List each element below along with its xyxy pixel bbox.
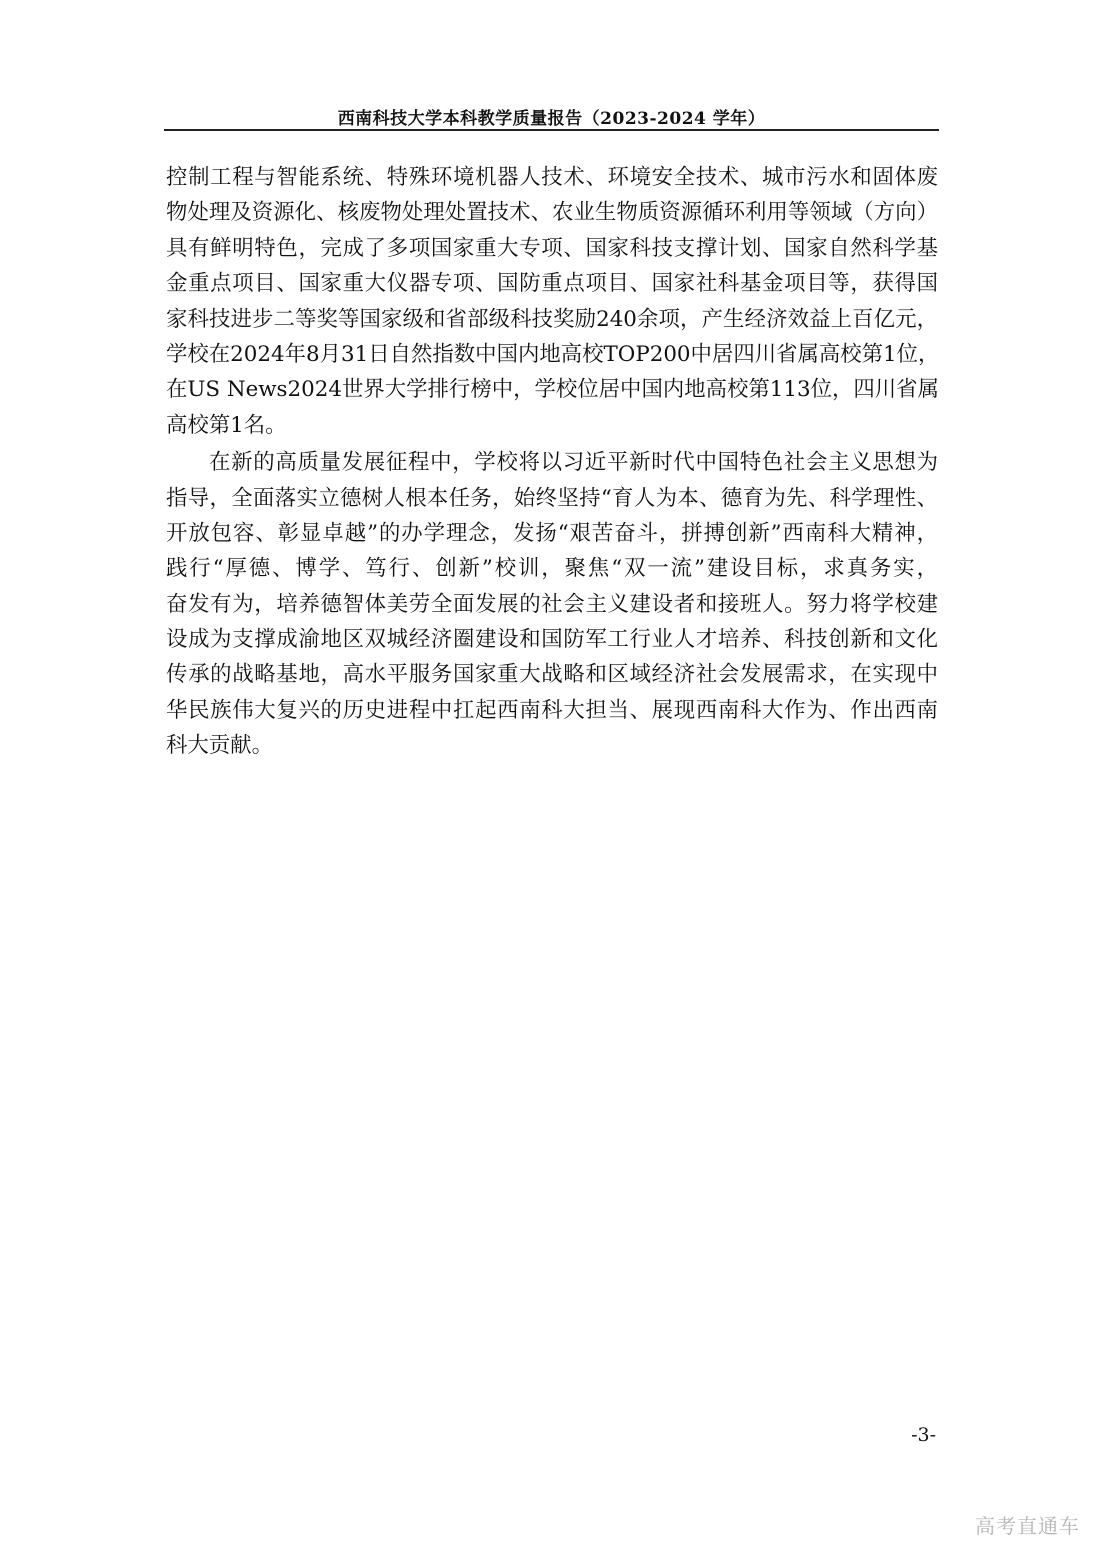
text-line: 家科技进步二等奖等国家级和省部级科技奖励240余项，产生经济效益上百亿元， <box>166 306 938 332</box>
text-line: 学校在2024年8月31日自然指数中国内地高校TOP200中居四川省属高校第1位， <box>166 341 940 367</box>
document-body <box>166 160 938 764</box>
text-line: 在新的高质量发展征程中，学校将以习近平新时代中国特色社会主义思想为 <box>209 450 938 476</box>
page-number: -3- <box>911 1424 936 1446</box>
text-line: 奋发有为，培养德智体美劳全面发展的社会主义建设者和接班人。努力将学校建 <box>166 591 938 617</box>
running-header: 西南科技大学本科教学质量报告（2023-2024 学年） <box>337 109 766 129</box>
paragraph-2 <box>166 445 938 764</box>
text-line: 开放包容、彰显卓越”的办学理念，发扬“艰苦奋斗，拼搏创新”西南科大精神， <box>166 520 938 546</box>
text-line: 设成为支撑成渝地区双城经济圈建设和国防军工行业人才培养、科技创新和文化 <box>166 627 938 653</box>
text-line: 传承的战略基地，高水平服务国家重大战略和区域经济社会发展需求，在实现中 <box>166 662 938 688</box>
text-line: 物处理及资源化、核废物处理处置技术、农业生物质资源循环利用等领域（方向） <box>166 200 938 226</box>
text-line: 控制工程与智能系统、特殊环境机器人技术、环境安全技术、城市污水和固体废 <box>166 165 938 190</box>
watermark-text: 高考直通车 <box>975 1514 1080 1538</box>
text-line: 华民族伟大复兴的历史进程中扛起西南科大担当、展现西南科大作为、作出西南 <box>166 697 938 723</box>
paragraph-1 <box>166 160 938 443</box>
text-line: 具有鲜明特色，完成了多项国家重大专项、国家科技支撑计划、国家自然科学基 <box>166 235 938 261</box>
text-line: 在US News2024世界大学排行榜中，学校位居中国内地高校第113位，四川省属 <box>166 377 939 403</box>
text-line: 指导，全面落实立德树人根本任务，始终坚持“育人为本、德育为先、科学理性、 <box>166 485 938 511</box>
text-line: 科大贡献。 <box>166 733 273 759</box>
text-line: 践行“厚德、博学、笃行、创新”校训，聚焦“双一流”建设目标，求真务实， <box>166 556 938 582</box>
header-divider <box>164 129 939 131</box>
text-line: 高校第1名。 <box>166 412 287 438</box>
text-line: 金重点项目、国家重大仪器专项、国防重点项目、国家社科基金项目等，获得国 <box>166 271 938 297</box>
